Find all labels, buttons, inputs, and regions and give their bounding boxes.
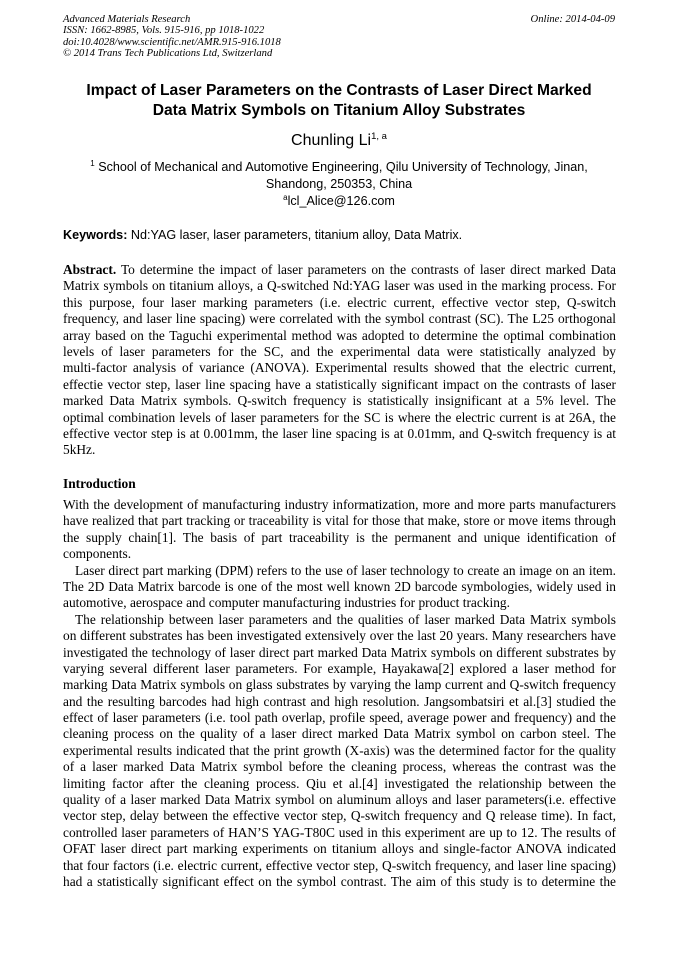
abstract-text: marked Data Matrix symbols. Q-switch frequency is statistically insignificant at a 5% level. The — [63, 393, 616, 409]
title-line: Data Matrix Symbols on Titanium Alloy Substrates — [152, 102, 526, 119]
paragraph-line: experimental results indicated that the print growth (X-axis) was the determined factor for the quality — [63, 742, 616, 758]
paragraph-line: on different substrates has been investigated extensively over the last 20 years. Many researchers have — [63, 628, 616, 644]
journal-name: Advanced Materials Research — [63, 14, 191, 25]
email-address[interactable]: lcl_Alice@126.com — [287, 194, 395, 208]
paragraph-line: cleaning process on the quality of a laser direct marked Data Matrix symbol on carbon steel. The — [63, 726, 616, 742]
abstract-line — [63, 344, 616, 360]
paragraph-line: The relationship between laser parameters and the qualities of laser marked Data Matrix symbols — [75, 611, 616, 627]
paragraph-line: and the resulting barcodes had high contrast and high resolution. Jangsombatsiri et al.[3] studied the — [63, 693, 616, 709]
paragraph-line: quality of a laser marked Data Matrix symbol on aluminum alloys and laser parameters(i.e. effective — [63, 792, 616, 808]
paragraph-line: automotive, aerospace and computer manufacturing industries for product tracking. — [63, 595, 510, 611]
paragraph-line: effect of laser parameters (i.e. tool path overlap, profile speed, average power and frequency) and the — [63, 710, 616, 726]
paragraph-line: components. — [63, 546, 132, 562]
paper-title — [40, 81, 638, 121]
paragraph-line: the supply chain[1]. The basis of part traceability is the permanent and unique identification of — [63, 529, 616, 545]
affiliation — [63, 156, 615, 192]
affiliation-line: School of Mechanical and Automotive Engineering, Qilu University of Technology, Jinan, — [98, 160, 588, 174]
abstract-text: effectie vector step, laser line spacing have a statistically significant impact on the contrasts of laser — [63, 376, 616, 392]
introduction-body — [63, 497, 616, 890]
paragraph-line: investigated the technology of laser direct part marked Data Matrix symbols on different substrates by — [63, 644, 616, 660]
doi: doi:10.4028/www.scientific.net/AMR.915-916.1018 — [63, 36, 281, 48]
abstract-line — [63, 278, 616, 294]
abstract-text: Matrix symbols on titanium alloys, a Q-switched Nd:YAG laser was used in the marking process. For — [63, 278, 616, 294]
abstract-line — [63, 262, 616, 278]
abstract-text: array based on the Taguchi experimental method was adopted to determine the optimal combination — [63, 327, 616, 343]
abstract-text: effective vector step is at 0.001mm, the laser line spacing is at 0.01mm, and Q-switch frequency is at — [63, 425, 616, 441]
author-name: Chunling Li — [291, 132, 372, 149]
abstract-line — [63, 328, 616, 344]
abstract-line — [63, 295, 616, 311]
paragraph-line: limiting factor after the cleaning process. Qiu et al.[4] investigated the relationship between the — [63, 775, 616, 791]
paragraph-line: controlled laser parameters of HAN’S YAG-T80C used in this experiment are up to 12. The results of — [63, 824, 616, 840]
abstract — [63, 262, 616, 459]
online-date: Online: 2014-04-09 — [530, 14, 615, 25]
keywords-text: Nd:YAG laser, laser parameters, titanium alloy, Data Matrix. — [130, 228, 463, 242]
issn: ISSN: 1662-8985, Vols. 915-916, pp 1018-1022 — [63, 25, 265, 37]
abstract-line — [63, 360, 616, 376]
author — [0, 131, 678, 150]
copyright: © 2014 Trans Tech Publications Ltd, Switzerland — [63, 48, 273, 60]
keywords — [63, 228, 462, 242]
abstract-text: levels of laser parameters for the SC, and the experimental data were statistically analyzed by — [63, 343, 616, 359]
paragraph-line: of a laser marked Data Matrix symbol before the cleaning process, whereas the contrast was the — [63, 759, 616, 775]
paragraph-line: have realized that part tracking or traceability is vital for those that make, store or move items through — [63, 513, 616, 529]
paragraph-line: that four factors (i.e. electric current, effective vector step, Q-switch frequency, and laser line spacing) — [63, 857, 616, 873]
abstract-label: Abstract. — [63, 262, 117, 277]
abstract-text: this purpose, four laser marking parameters (i.e. electric current, effective vector step, Q-switch — [63, 294, 616, 310]
section-heading-introduction: Introduction — [63, 476, 136, 491]
paragraph-line: marking Data Matrix symbols on glass substrates by varying the lamp current and Q-switch frequency — [63, 677, 616, 693]
paragraph-line: Laser direct part marking (DPM) refers to the use of laser technology to create an image on an item. — [75, 562, 616, 578]
title-line: Impact of Laser Parameters on the Contrasts of Laser Direct Marked — [86, 82, 592, 99]
abstract-line — [63, 393, 616, 409]
affiliation-line: Shandong, 250353, China — [265, 176, 413, 191]
abstract-text: optimal combination levels of laser parameters for the SC is where the electric current is at 26A, the — [63, 409, 616, 425]
affiliation-sup: 1 — [90, 159, 95, 168]
paragraph-line: vector step, delay between the effective vector step, Q-switch frequency and Q release time). In fact, — [63, 808, 616, 824]
journal-header — [63, 14, 615, 60]
abstract-line — [63, 426, 616, 442]
paragraph-line: had a statistically significant effect on the symbol contrast. The aim of this study is to determine the — [63, 873, 616, 889]
abstract-line — [63, 311, 616, 327]
keywords-label: Keywords: — [63, 228, 128, 242]
author-sup: 1, a — [371, 131, 387, 142]
paragraph-line: varying several different laser parameters. For example, Hayakawa[2] explored a laser method for — [63, 660, 616, 676]
abstract-text: To determine the impact of laser parameters on the contrasts of laser direct marked Data — [116, 262, 616, 277]
abstract-text: multi-factor analysis of variance (ANOVA). Experimental results showed that the electric current, — [63, 360, 616, 376]
email — [0, 193, 678, 208]
abstract-text: 5kHz. — [63, 442, 96, 458]
paragraph-line: With the development of manufacturing industry informatization, more and more parts manufacturers — [63, 497, 616, 512]
abstract-line — [63, 442, 616, 458]
paragraph-line: OFAT laser direct part marking experiments on titanium alloys and single-factor ANOVA indicated — [63, 841, 616, 857]
email-sup: a — [283, 193, 288, 202]
paragraph-line: The 2D Data Matrix barcode is one of the most well known 2D barcode symbologies, widely used in — [63, 578, 616, 594]
abstract-line — [63, 377, 616, 393]
abstract-line — [63, 410, 616, 426]
abstract-text: frequency, and laser line spacing) were correlated with the symbol contrast (SC). The L25 orthogonal — [63, 311, 616, 327]
